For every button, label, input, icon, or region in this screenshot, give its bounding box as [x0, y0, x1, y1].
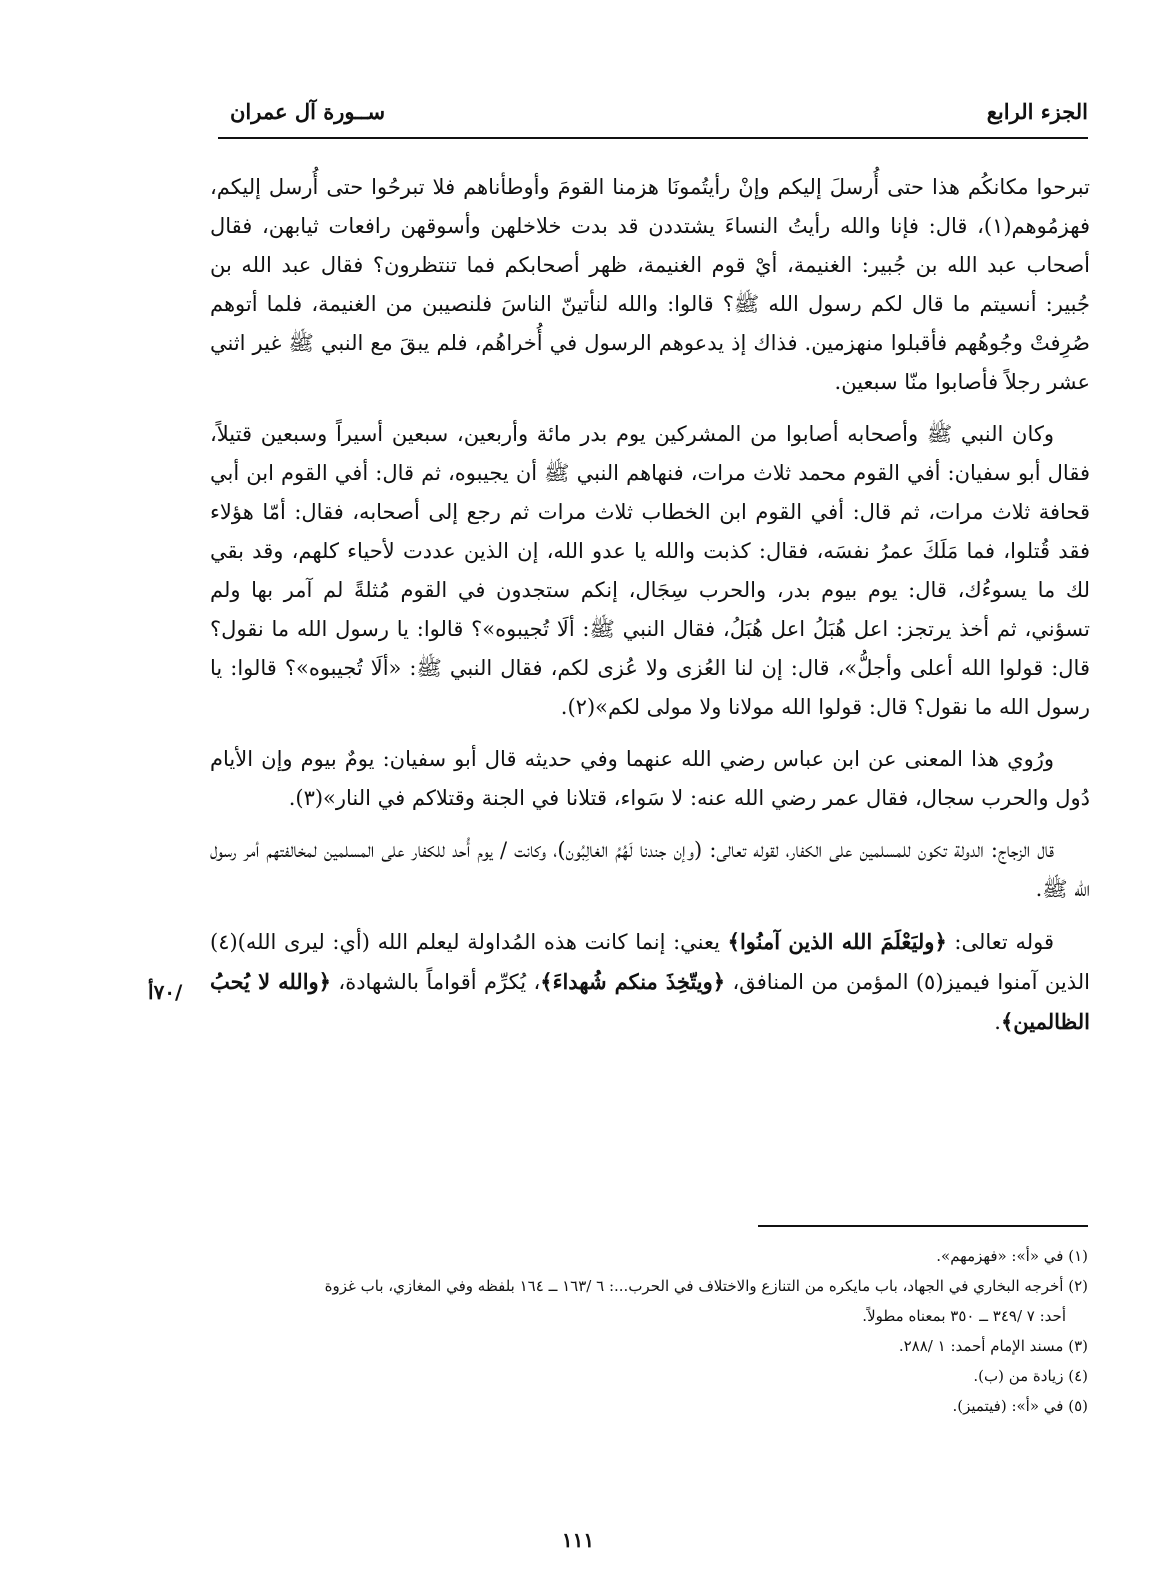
footnote: (٤) زيادة من (ب). — [973, 1367, 1088, 1385]
paragraph: تبرحوا مكانكُم هذا حتى أُرسلَ إليكم وإنْ رأيتُمونَا هزمنا القومَ وأوطأناهم فلا تبرحُوا حتى أُرسل إليكم، فهزمُوهم(١)، قال: فإنا والله رأيتُ النساءَ يشتددن قد بدت خلاخلهن وأسوقهن رافعات ثيابهن، فقال أصحاب عبد الله بن جُبير: الغنيمة، أيْ قوم الغنيمة، ظهر أصحابكم فما تنتظرون؟ فقال عبد الله بن جُبير: أنسيتم ما قال لكم رسول الله ﷺ؟ قالوا: والله لنأتينّ الناسَ فلنصيبن من الغنيمة، فلما أتوهم صُرِفتْ وجُوهُهم فأقبلوا منهزمين. فذاك إذ يدعوهم الرسول في أُخراهُم، فلم يبقَ مع النبي ﷺ غير اثني عشر رجلاً فأصابوا منّا سبعين. — [210, 175, 1090, 394]
paragraph — [210, 922, 1090, 1042]
header-rule — [218, 137, 1088, 139]
main-text — [210, 168, 1090, 1055]
surah-title: ســورة آل عمران — [230, 99, 386, 124]
page-number: ١١١ — [561, 1528, 595, 1552]
quran-quote: ﴿والله لا يُحبُ الظالمين﴾ — [210, 969, 1090, 1034]
paragraph: قال الزجاج: الدولة تكون للمسلمين على الكفار، لقوله تعالى: (وإن جندنا لَهُمُ الغالِبُون)، وكانت / يوم أُحد للكفار على المسلمين لمخالفتهم أمر رسول الله ﷺ. — [210, 838, 1090, 901]
footnote: (٢) أخرجه البخاري في الجهاد، باب مايكره من التنازع والاختلاف في الحرب...: ٦ /١٦٣ ــ ١٦٤ بلفظه وفي المغازي، باب غزوة — [324, 1277, 1088, 1295]
footnote: (٥) في «أ»: (فيتميز). — [952, 1397, 1088, 1415]
quran-quote: ﴿وليَعْلَمَ الله الذين آمنُوا﴾ — [727, 929, 947, 954]
paragraph: وكان النبي ﷺ وأصحابه أصابوا من المشركين يوم بدر مائة وأربعين، سبعين أسيراً وسبعين قتيلاً، فقال أبو سفيان: أفي القوم محمد ثلاث مرات، فنهاهم النبي ﷺ أن يجيبوه، ثم قال: أفي القوم ابن أبي قحافة ثلاث مرات، ثم قال: أفي القوم ابن الخطاب ثلاث مرات ثم رجع إلى أصحابه، فقال: أمّا هؤلاء فقد قُتلوا، فما مَلَكَ عمرُ نفسَه، فقال: كذبت والله يا عدو الله، إن الذين عددت لأحياء كلهم، وقد بقي لك ما يسوءُك، قال: يوم بيوم بدر، والحرب سِجَال، إنكم ستجدون في القوم مُثلةً لم آمر بها ولم تسؤني، ثم أخذ يرتجز: اعل هُبَلُ اعل هُبَلُ، فقال النبي ﷺ: ألَا تُجيبوه»؟ قالوا: يا رسول الله ما نقول؟ قال: قولوا الله أعلى وأجلُّ»، قال: إن لنا العُزى ولا عُزى لكم، فقال النبي ﷺ: «ألَا تُجيبوه»؟ قالوا: يا رسول الله ما نقول؟ قال: قولوا الله مولانا ولا مولى لكم»(٢). — [210, 422, 1090, 719]
text-span: يعني: إنما كانت هذه المُداولة ليعلم الله (أي: ليرى الله)(٤) الذين آمنوا فيميز(٥) المؤمن من المنافق، — [210, 930, 1090, 994]
footnotes — [205, 1243, 1088, 1423]
running-header — [218, 95, 1088, 135]
footnote-continuation: أحد: ٧ /٣٤٩ ــ ٣٥٠ بمعناه مطولاً. — [862, 1307, 1066, 1325]
manuscript-folio-note: /٧٠أ — [148, 980, 183, 1004]
footnote: (١) في «أ»: «فهزمهم». — [936, 1247, 1088, 1265]
text-span: قوله تعالى: — [946, 930, 1054, 954]
footnote-rule — [758, 1225, 1088, 1227]
text-span: . — [994, 1010, 1001, 1034]
quran-quote: ﴿ويتّخِذَ منكم شُهداءَ﴾ — [540, 969, 726, 994]
footnote: (٣) مسند الإمام أحمد: ١ /٢٨٨. — [898, 1337, 1088, 1355]
part-title: الجزء الرابع — [986, 99, 1088, 124]
text-span: ، يُكرِّم أقواماً بالشهادة، — [331, 970, 541, 994]
paragraph: ورُوي هذا المعنى عن ابن عباس رضي الله عنهما وفي حديثه قال أبو سفيان: يومٌ بيوم وإن الأيام دُول والحرب سجال، فقال عمر رضي الله عنه: لا سَواء، قتلانا في الجنة وقتلاكم في النار»(٣). — [210, 747, 1090, 810]
